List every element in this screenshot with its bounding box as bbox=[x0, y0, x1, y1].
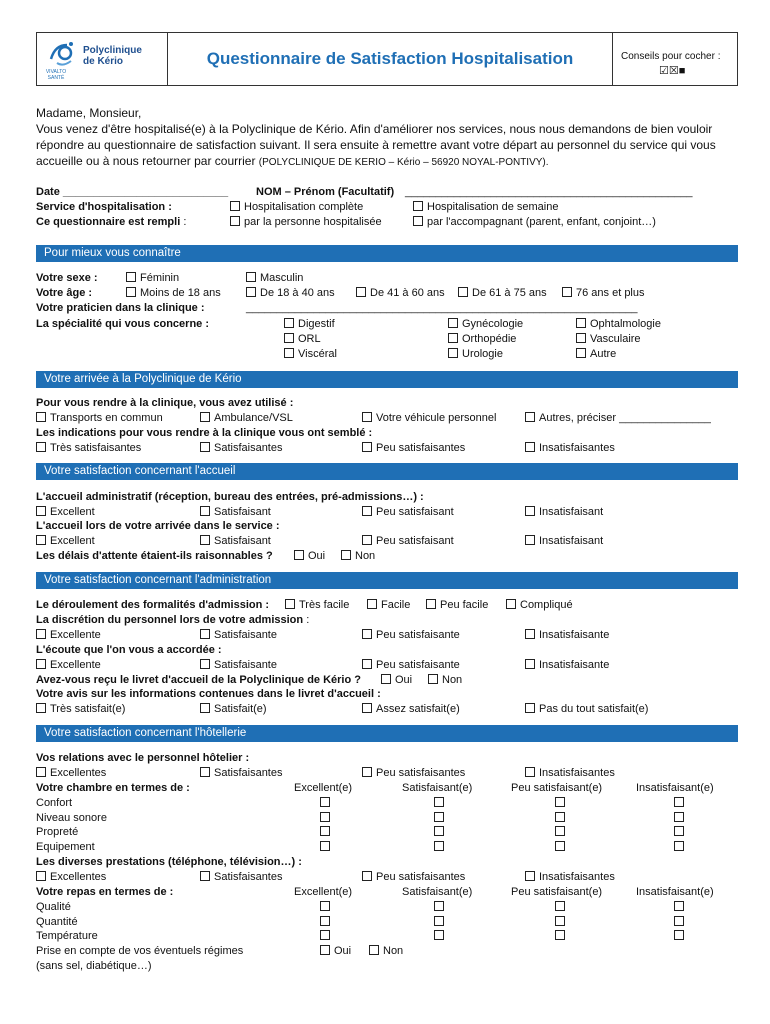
formalities-opt-3[interactable]: Peu facile bbox=[426, 599, 488, 611]
services-opt-3[interactable]: Peu satisfaisantes bbox=[362, 871, 465, 883]
sex-male[interactable]: Masculin bbox=[246, 272, 303, 284]
section-about-you: Pour mieux vous connaître bbox=[36, 245, 738, 262]
discretion-opt-4[interactable]: Insatisfaisante bbox=[525, 629, 609, 641]
meal-r3-c4-checkbox[interactable] bbox=[674, 930, 688, 942]
services-opt-4[interactable]: Insatisfaisantes bbox=[525, 871, 615, 883]
logo-cell bbox=[37, 33, 168, 85]
room-r4-c2-checkbox[interactable] bbox=[434, 841, 448, 853]
directions-question: Les indications pour vous rendre à la clinique vous ont semblé : bbox=[36, 427, 373, 439]
directions-opt-4[interactable]: Insatisfaisantes bbox=[525, 442, 615, 454]
staff-opt-3[interactable]: Peu satisfaisantes bbox=[362, 767, 465, 779]
room-row-confort: Confort bbox=[36, 797, 73, 809]
age-opt-1[interactable]: Moins de 18 ans bbox=[126, 287, 221, 299]
section-administration: Votre satisfaction concernant l'administration bbox=[36, 572, 738, 589]
meal-r2-c4-checkbox[interactable] bbox=[674, 916, 688, 928]
room-r3-c1-checkbox[interactable] bbox=[320, 826, 334, 838]
meal-question: Votre repas en termes de : bbox=[36, 886, 174, 898]
wait-yes[interactable]: Oui bbox=[294, 550, 325, 562]
room-r2-c1-checkbox[interactable] bbox=[320, 812, 334, 824]
transport-opt-2[interactable]: Ambulance/VSL bbox=[200, 412, 293, 424]
admin-welcome-opt-2[interactable]: Satisfaisant bbox=[200, 506, 271, 518]
service-label: Service d'hospitalisation : bbox=[36, 201, 172, 213]
meal-r2-c3-checkbox[interactable] bbox=[555, 916, 569, 928]
admin-welcome-opt-1[interactable]: Excellent bbox=[36, 506, 95, 518]
staff-opt-1[interactable]: Excellentes bbox=[36, 767, 106, 779]
meal-col-2: Satisfaisant(e) bbox=[402, 886, 473, 898]
booklet-question: Avez-vous reçu le livret d'accueil de la Polyclinique de Kério ? bbox=[36, 674, 361, 686]
spec-ortho[interactable]: Orthopédie bbox=[448, 333, 516, 345]
name-label: NOM – Prénom (Facultatif) bbox=[256, 186, 395, 198]
meal-row-temperature: Température bbox=[36, 930, 98, 942]
section-welcome: Votre satisfaction concernant l'accueil bbox=[36, 463, 738, 480]
logo-tagline: VIVALTO SANTÉ bbox=[45, 69, 67, 81]
name-field[interactable]: _______________________________________________ bbox=[405, 186, 693, 198]
room-col-4: Insatisfaisant(e) bbox=[636, 782, 714, 794]
practitioner-field[interactable]: ________________________________________________________________ bbox=[246, 302, 638, 314]
service-welcome-opt-4[interactable]: Insatisfaisant bbox=[525, 535, 603, 547]
room-question: Votre chambre en termes de : bbox=[36, 782, 190, 794]
wait-question: Les délais d'attente étaient-ils raisonnables ? bbox=[36, 550, 273, 562]
discretion-opt-1[interactable]: Excellente bbox=[36, 629, 101, 641]
advice-cell bbox=[612, 33, 737, 85]
meal-r2-c1-checkbox[interactable] bbox=[320, 916, 334, 928]
services-question: Les diverses prestations (téléphone, télévision…) : bbox=[36, 856, 302, 868]
service-opt-complete[interactable]: Hospitalisation complète bbox=[230, 201, 363, 213]
directions-opt-3[interactable]: Peu satisfaisantes bbox=[362, 442, 465, 454]
diet-no[interactable]: Non bbox=[369, 945, 403, 957]
formalities-opt-1[interactable]: Très facile bbox=[285, 599, 349, 611]
section-arrival: Votre arrivée à la Polyclinique de Kério bbox=[36, 371, 738, 388]
service-opt-week[interactable]: Hospitalisation de semaine bbox=[413, 201, 558, 213]
booklet-info-opt-2[interactable]: Satisfait(e) bbox=[200, 703, 267, 715]
room-r2-c4-checkbox[interactable] bbox=[674, 812, 688, 824]
spec-gyneco[interactable]: Gynécologie bbox=[448, 318, 523, 330]
filled-label: Ce questionnaire est rempli : bbox=[36, 216, 187, 228]
room-r2-c2-checkbox[interactable] bbox=[434, 812, 448, 824]
advice-symbols: ☑☒■ bbox=[659, 65, 686, 77]
spec-visceral[interactable]: Viscéral bbox=[284, 348, 337, 360]
staff-question: Vos relations avec le personnel hôtelier : bbox=[36, 752, 250, 764]
room-row-cleanliness: Propreté bbox=[36, 826, 79, 838]
spec-autre[interactable]: Autre bbox=[576, 348, 616, 360]
spec-ophtalmo[interactable]: Ophtalmologie bbox=[576, 318, 661, 330]
admin-welcome-opt-3[interactable]: Peu satisfaisant bbox=[362, 506, 454, 518]
wait-no[interactable]: Non bbox=[341, 550, 375, 562]
services-opt-1[interactable]: Excellentes bbox=[36, 871, 106, 883]
meal-row-quality: Qualité bbox=[36, 901, 71, 913]
meal-r1-c1-checkbox[interactable] bbox=[320, 901, 334, 913]
intro-text: Vous venez d'être hospitalisé(e) à la Polyclinique de Kério. Afin d'améliorer nos services, nous nous demandons de bien vouloir répondre au questionnaire de satisfaction suivant. Il sera ensuite à remettre avant votre départ au personnel du service qui vous accueille ou à nous retourner par courrier (POLYCLINIQUE DE KERIO – Kério – 56920 NOYAL-PONTIVY). bbox=[36, 122, 716, 168]
spec-vasculaire[interactable]: Vasculaire bbox=[576, 333, 641, 345]
room-r4-c3-checkbox[interactable] bbox=[555, 841, 569, 853]
meal-r3-c2-checkbox[interactable] bbox=[434, 930, 448, 942]
transport-question: Pour vous rendre à la clinique, vous avez utilisé : bbox=[36, 397, 294, 409]
diet-question-line1: Prise en compte de vos éventuels régimes bbox=[36, 945, 244, 957]
filled-opt-companion[interactable]: par l'accompagnant (parent, enfant, conjoint…) bbox=[413, 216, 656, 228]
formalities-opt-4[interactable]: Compliqué bbox=[506, 599, 573, 611]
listening-opt-4[interactable]: Insatisfaisante bbox=[525, 659, 609, 671]
room-r1-c3-checkbox[interactable] bbox=[555, 797, 569, 809]
page-title: Questionnaire de Satisfaction Hospitalisation bbox=[206, 49, 574, 68]
room-r4-c4-checkbox[interactable] bbox=[674, 841, 688, 853]
room-r3-c3-checkbox[interactable] bbox=[555, 826, 569, 838]
meal-col-1: Excellent(e) bbox=[294, 886, 353, 898]
room-r1-c2-checkbox[interactable] bbox=[434, 797, 448, 809]
meal-r2-c2-checkbox[interactable] bbox=[434, 916, 448, 928]
room-row-equipment: Equipement bbox=[36, 841, 95, 853]
section-hotel: Votre satisfaction concernant l'hôtellerie bbox=[36, 725, 738, 742]
room-r4-c1-checkbox[interactable] bbox=[320, 841, 334, 853]
formalities-opt-2[interactable]: Facile bbox=[367, 599, 410, 611]
room-col-3: Peu satisfaisant(e) bbox=[511, 782, 603, 794]
booklet-info-opt-3[interactable]: Assez satisfait(e) bbox=[362, 703, 460, 715]
age-label: Votre âge : bbox=[36, 287, 93, 299]
spec-orl[interactable]: ORL bbox=[284, 333, 321, 345]
transport-opt-3[interactable]: Votre véhicule personnel bbox=[362, 412, 496, 424]
booklet-info-opt-4[interactable]: Pas du tout satisfait(e) bbox=[525, 703, 648, 715]
sex-female[interactable]: Féminin bbox=[126, 272, 179, 284]
booklet-info-question: Votre avis sur les informations contenues dans le livret d'accueil : bbox=[36, 688, 381, 700]
discretion-opt-3[interactable]: Peu satisfaisante bbox=[362, 629, 460, 641]
transport-opt-4[interactable]: Autres, préciser _______________ bbox=[525, 412, 711, 424]
date-field[interactable]: Date ___________________________ bbox=[36, 186, 229, 198]
services-opt-2[interactable]: Satisfaisantes bbox=[200, 871, 282, 883]
discretion-opt-2[interactable]: Satisfaisante bbox=[200, 629, 277, 641]
admin-welcome-opt-4[interactable]: Insatisfaisant bbox=[525, 506, 603, 518]
room-row-noise: Niveau sonore bbox=[36, 812, 107, 824]
room-col-1: Excellent(e) bbox=[294, 782, 353, 794]
meal-r1-c3-checkbox[interactable] bbox=[555, 901, 569, 913]
booklet-info-opt-1[interactable]: Très satisfait(e) bbox=[36, 703, 125, 715]
listening-opt-2[interactable]: Satisfaisante bbox=[200, 659, 277, 671]
room-r2-c3-checkbox[interactable] bbox=[555, 812, 569, 824]
room-col-2: Satisfaisant(e) bbox=[402, 782, 473, 794]
staff-opt-4[interactable]: Insatisfaisantes bbox=[525, 767, 615, 779]
spec-digestif[interactable]: Digestif bbox=[284, 318, 335, 330]
meal-r3-c3-checkbox[interactable] bbox=[555, 930, 569, 942]
meal-col-3: Peu satisfaisant(e) bbox=[511, 886, 603, 898]
directions-opt-2[interactable]: Satisfaisantes bbox=[200, 442, 282, 454]
service-welcome-question: L'accueil lors de votre arrivée dans le service : bbox=[36, 520, 280, 532]
service-welcome-opt-1[interactable]: Excellent bbox=[36, 535, 95, 547]
booklet-no[interactable]: Non bbox=[428, 674, 462, 686]
room-r3-c4-checkbox[interactable] bbox=[674, 826, 688, 838]
listening-question: L'écoute que l'on vous a accordée : bbox=[36, 644, 222, 656]
service-welcome-opt-2[interactable]: Satisfaisant bbox=[200, 535, 271, 547]
age-opt-5[interactable]: 76 ans et plus bbox=[562, 287, 645, 299]
filled-opt-patient[interactable]: par la personne hospitalisée bbox=[230, 216, 382, 228]
meal-r1-c4-checkbox[interactable] bbox=[674, 901, 688, 913]
meal-r3-c1-checkbox[interactable] bbox=[320, 930, 334, 942]
discretion-question: La discrétion du personnel lors de votre admission : bbox=[36, 614, 310, 626]
logo-name: Polyclinique de Kério bbox=[83, 45, 142, 67]
age-opt-3[interactable]: De 41 à 60 ans bbox=[356, 287, 445, 299]
diet-yes[interactable]: Oui bbox=[320, 945, 351, 957]
clinic-logo-icon bbox=[47, 39, 77, 69]
greeting: Madame, Monsieur, bbox=[36, 106, 142, 120]
transport-opt-1[interactable]: Transports en commun bbox=[36, 412, 163, 424]
practitioner-label: Votre praticien dans la clinique : bbox=[36, 302, 205, 314]
specialty-label: La spécialité qui vous concerne : bbox=[36, 318, 209, 330]
formalities-question: Le déroulement des formalités d'admission : bbox=[36, 599, 270, 611]
age-opt-4[interactable]: De 61 à 75 ans bbox=[458, 287, 547, 299]
room-r1-c1-checkbox[interactable] bbox=[320, 797, 334, 809]
room-r3-c2-checkbox[interactable] bbox=[434, 826, 448, 838]
meal-r1-c2-checkbox[interactable] bbox=[434, 901, 448, 913]
listening-opt-1[interactable]: Excellente bbox=[36, 659, 101, 671]
spec-urologie[interactable]: Urologie bbox=[448, 348, 503, 360]
service-welcome-opt-3[interactable]: Peu satisfaisant bbox=[362, 535, 454, 547]
sex-label: Votre sexe : bbox=[36, 272, 98, 284]
diet-question-line2: (sans sel, diabétique…) bbox=[36, 960, 152, 972]
listening-opt-3[interactable]: Peu satisfaisante bbox=[362, 659, 460, 671]
staff-opt-2[interactable]: Satisfaisantes bbox=[200, 767, 282, 779]
advice-label: Conseils pour cocher : bbox=[621, 51, 721, 62]
meal-row-quantity: Quantité bbox=[36, 916, 78, 928]
meal-col-4: Insatisfaisant(e) bbox=[636, 886, 714, 898]
booklet-yes[interactable]: Oui bbox=[381, 674, 412, 686]
admin-welcome-question: L'accueil administratif (réception, bureau des entrées, pré-admissions…) : bbox=[36, 491, 424, 503]
form-header bbox=[36, 32, 738, 86]
room-r1-c4-checkbox[interactable] bbox=[674, 797, 688, 809]
age-opt-2[interactable]: De 18 à 40 ans bbox=[246, 287, 335, 299]
directions-opt-1[interactable]: Très satisfaisantes bbox=[36, 442, 141, 454]
